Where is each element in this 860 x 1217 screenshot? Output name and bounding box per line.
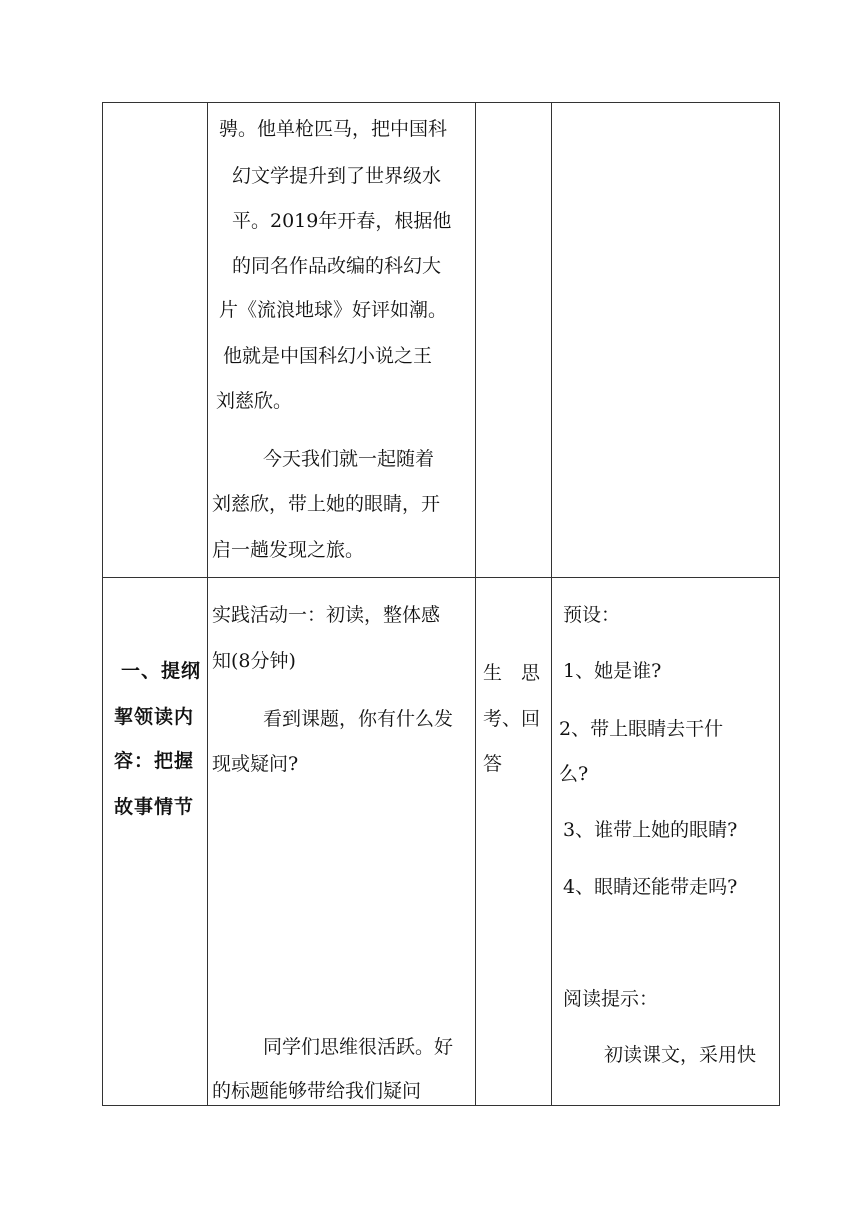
teaching-text-line: 今天我们就一起随着 — [263, 448, 435, 470]
activity-text-line: 的标题能够带给我们疑问 — [212, 1080, 422, 1102]
preset-text-line: 初读课文，采用快 — [604, 1044, 757, 1066]
activity-text-line: 实践活动一：初读，整体感 — [212, 604, 441, 626]
teaching-text-line: 刘慈欣。 — [216, 390, 293, 412]
lesson-table — [102, 102, 780, 1106]
teaching-text-line: 的同名作品改编的科幻大 — [232, 255, 442, 277]
table-column-divider — [551, 103, 552, 1105]
activity-text-line: 知(8分钟) — [212, 650, 296, 672]
preset-text-line: 3、谁带上她的眼睛? — [563, 819, 738, 841]
teaching-text-line: 幻文学提升到了世界级水 — [232, 165, 442, 187]
section-title-line: 故事情节 — [114, 796, 195, 818]
table-row-divider — [103, 577, 779, 578]
teaching-text-line: 骋。他单枪匹马，把中国科 — [219, 118, 448, 140]
preset-text-line: 么? — [559, 763, 589, 785]
teaching-text-line: 平。2019年开春，根据他 — [232, 210, 452, 232]
student-activity-line: 生 思 — [483, 662, 541, 684]
teaching-text-line: 刘慈欣，带上她的眼睛，开 — [212, 493, 441, 515]
teaching-text-line: 片《流浪地球》好评如潮。 — [219, 299, 448, 321]
table-column-divider — [475, 103, 476, 1105]
student-activity-line: 考、回 — [483, 708, 541, 730]
table-column-divider — [207, 103, 208, 1105]
teaching-text-line: 启一趟发现之旅。 — [212, 539, 365, 561]
activity-text-line: 现或疑问? — [212, 753, 299, 775]
teaching-text-line: 他就是中国科幻小说之王 — [223, 345, 433, 367]
student-activity-line: 答 — [483, 753, 503, 775]
preset-text-line: 2、带上眼睛去干什 — [559, 718, 724, 740]
section-title-line: 容：把握 — [114, 750, 195, 772]
activity-text-line: 同学们思维很活跃。好 — [263, 1036, 454, 1058]
section-title-line: 挈领读内 — [114, 706, 195, 728]
preset-text-line: 1、她是谁? — [563, 660, 662, 682]
activity-text-line: 看到课题，你有什么发 — [263, 708, 454, 730]
section-title-line: 一、提纲 — [121, 660, 202, 682]
preset-text-line: 阅读提示： — [563, 988, 659, 1010]
preset-text-line: 4、眼睛还能带走吗? — [563, 876, 738, 898]
preset-text-line: 预设： — [563, 604, 621, 626]
